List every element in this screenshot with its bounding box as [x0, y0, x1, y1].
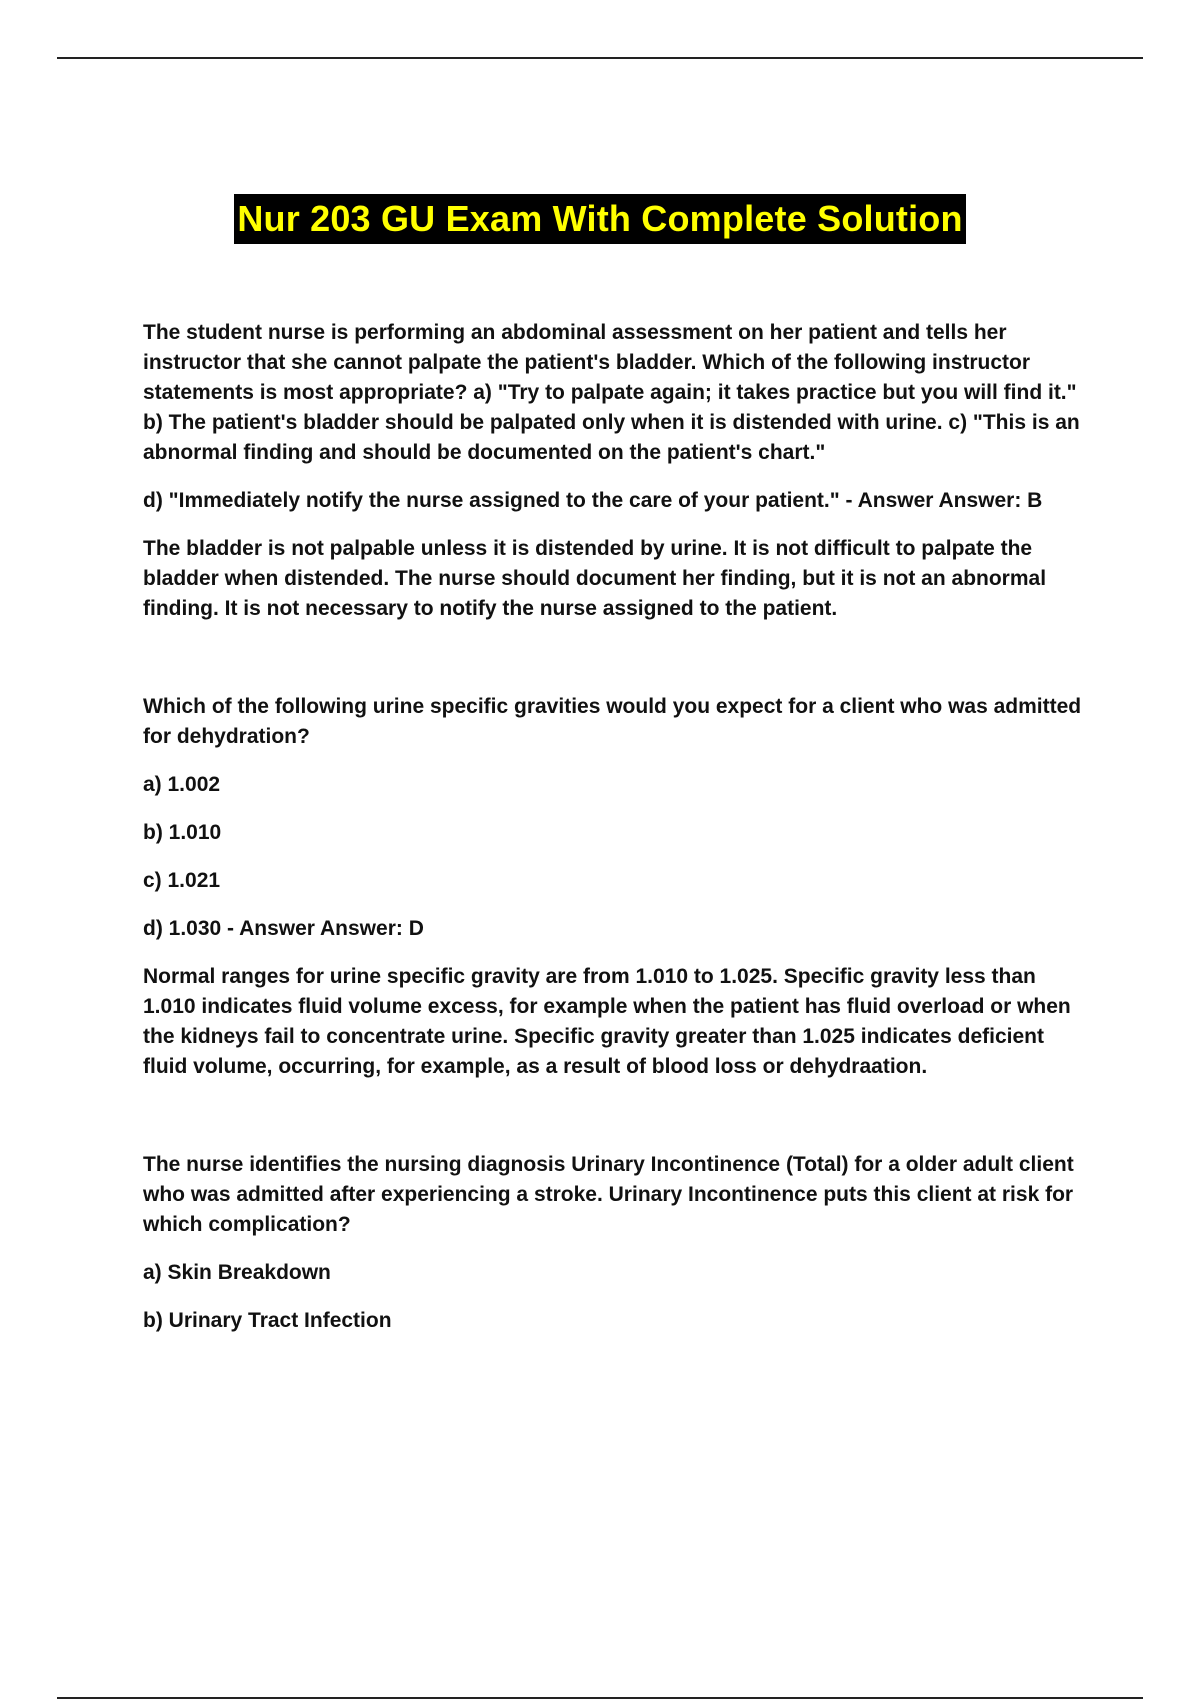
- document-title: Nur 203 GU Exam With Complete Solution: [234, 194, 965, 244]
- question-2-option-c: c) 1.021: [143, 869, 221, 892]
- bottom-rule: [57, 1697, 1143, 1699]
- question-2-rationale: Normal ranges for urine specific gravity are from 1.010 to 1.025. Specific gravity less than 1.010 indicates fluid volume excess, for example when the patient has fluid overload or when the kidneys fail to concentrate urine. Specific gravity greater than 1.025 indicates deficient fluid volume, occurring, for example, as a result of blood loss or dehydraation.: [143, 965, 1071, 1078]
- question-1-answer: d) "Immediately notify the nurse assigned to the care of your patient." - Answer Answer: B: [143, 489, 1043, 512]
- document-body: [143, 318, 1093, 1354]
- question-1-rationale: The bladder is not palpable unless it is distended by urine. It is not difficult to palpate the bladder when distended. The nurse should document her finding, but it is not an abnormal finding. It is not necessary to notify the nurse assigned to the patient.: [143, 537, 1047, 620]
- top-rule: [57, 57, 1143, 59]
- question-2-answer: d) 1.030 - Answer Answer: D: [143, 917, 424, 940]
- question-3-stem: The nurse identifies the nursing diagnosis Urinary Incontinence (Total) for a older adult client who was admitted after experiencing a stroke. Urinary Incontinence puts this client at risk for which complication?: [143, 1153, 1074, 1236]
- question-3-option-b: b) Urinary Tract Infection: [143, 1309, 392, 1332]
- question-2-stem: Which of the following urine specific gravities would you expect for a client who was admitted for dehydration?: [143, 695, 1082, 748]
- question-spacer: [143, 1100, 1093, 1150]
- title-container: [0, 194, 1200, 244]
- question-2-option-a: a) 1.002: [143, 773, 221, 796]
- question-3-option-a: a) Skin Breakdown: [143, 1261, 331, 1284]
- question-2-option-b: b) 1.010: [143, 821, 222, 844]
- question-1-stem: The student nurse is performing an abdominal assessment on her patient and tells her instructor that she cannot palpate the patient's bladder. Which of the following instructor statements is most appropriate? a) "Try to palpate again; it takes practice but you will find it." b) The patient's bladder should be palpated only when it is distended with urine. c) "This is an abnormal finding and should be documented on the patient's chart.": [143, 321, 1080, 464]
- question-spacer: [143, 642, 1093, 692]
